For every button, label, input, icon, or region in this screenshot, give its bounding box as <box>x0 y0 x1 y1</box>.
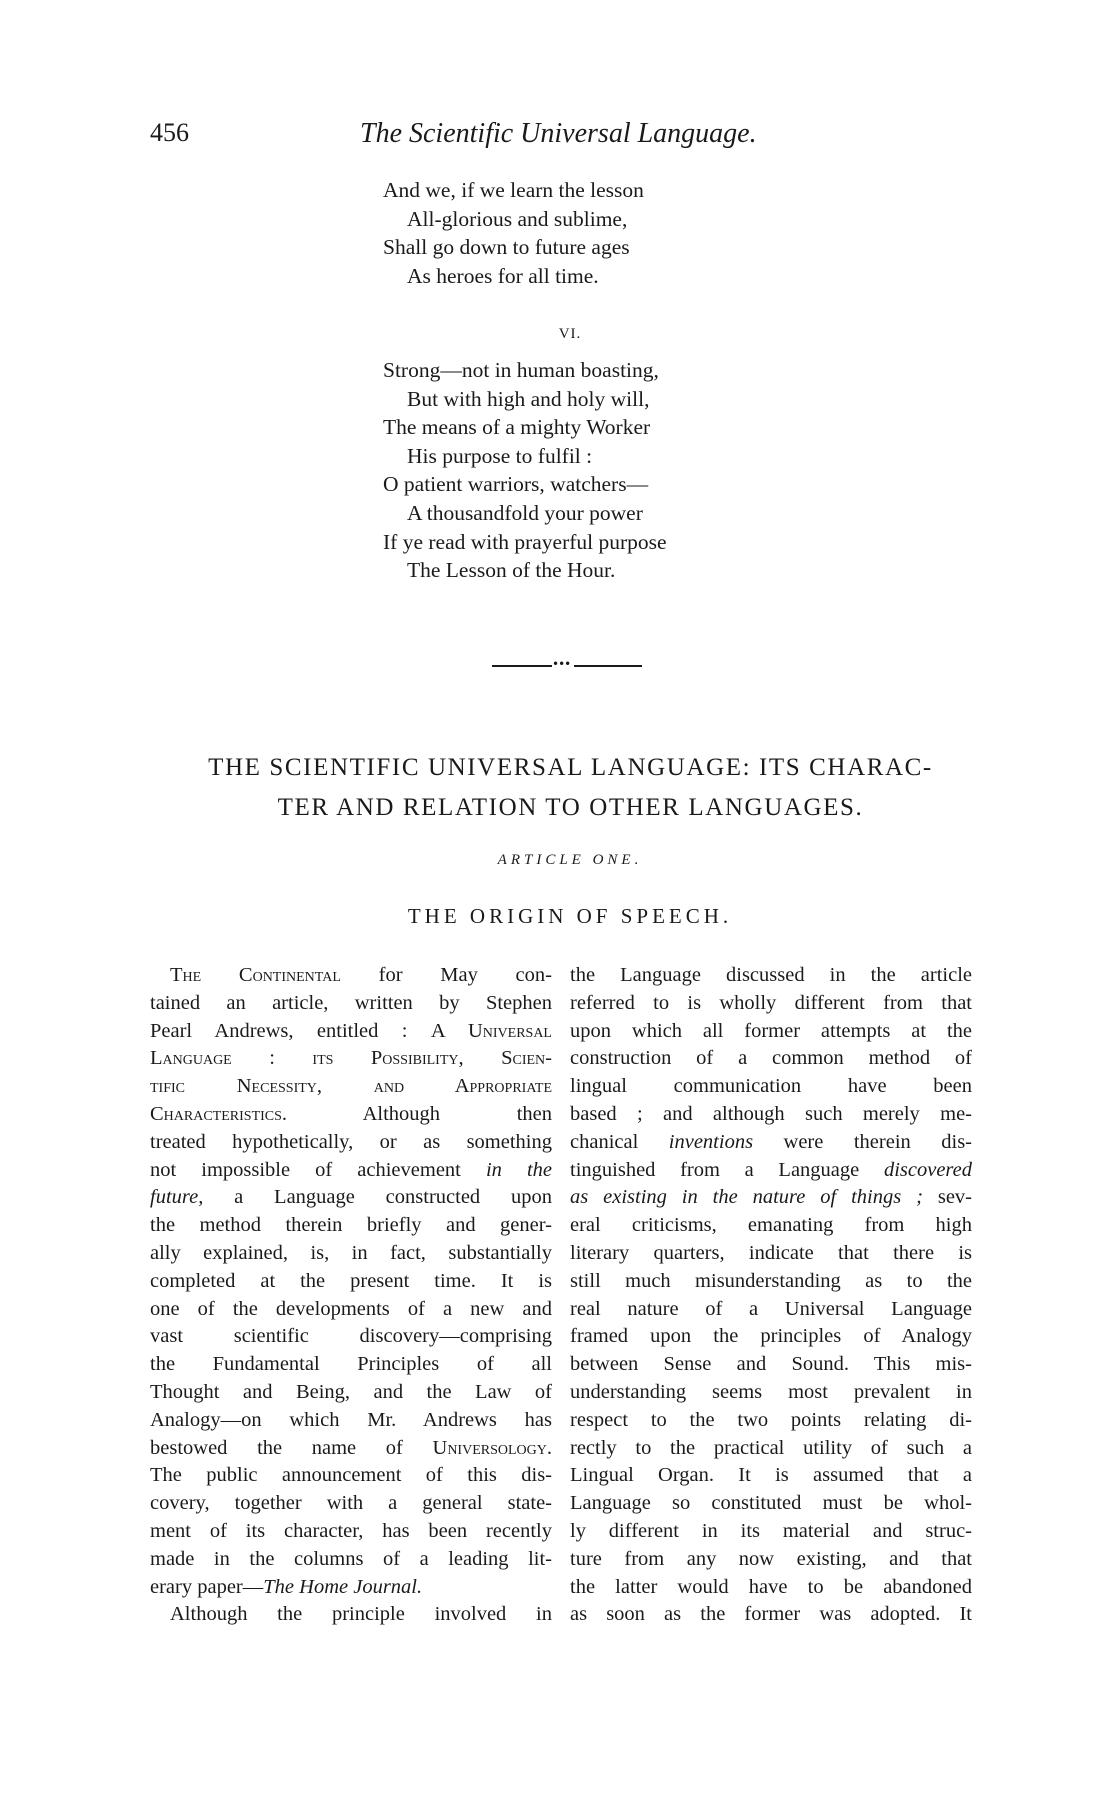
text-line: ally explained, is, in fact, substantially <box>150 1241 552 1264</box>
text-line: future, a Language constructed upon <box>150 1186 552 1209</box>
left-column <box>150 962 552 1629</box>
text-line: upon which all former attempts at the <box>570 1019 972 1042</box>
poem-line: A thousandfold your power <box>407 500 643 525</box>
text-line: framed upon the principles of Analogy <box>570 1325 972 1348</box>
text-line: lingual communication have been <box>570 1075 972 1098</box>
text-line: the method therein briefly and gener- <box>150 1214 552 1237</box>
text-line: ment of its character, has been recently <box>150 1519 552 1542</box>
divider-dots: ••• <box>552 657 571 671</box>
text-line: completed at the present time. It is <box>150 1269 552 1292</box>
text-line: Although the principle involved in <box>170 1603 552 1626</box>
text-line: Thought and Being, and the Law of <box>150 1380 552 1403</box>
text-line: literary quarters, indicate that there is <box>570 1241 972 1264</box>
text-line: ly different in its material and struc- <box>570 1519 972 1542</box>
text-line: as soon as the former was adopted. It <box>570 1603 972 1626</box>
page-header <box>150 118 990 158</box>
text-line: tinguished from a Language discovered <box>570 1158 972 1181</box>
poem-line: His purpose to fulfil : <box>407 443 593 468</box>
text-line: referred to is wholly different from that <box>570 991 972 1014</box>
text-line: tific Necessity, and Appropriate <box>150 1075 552 1098</box>
article-number: ARTICLE ONE. <box>497 852 643 868</box>
poem-line: All-glorious and sublime, <box>407 206 628 231</box>
article-title-line-1: THE SCIENTIFIC UNIVERSAL LANGUAGE: ITS CHARAC- <box>208 754 933 781</box>
text-line: Language : its Possibility, Scien- <box>150 1047 552 1070</box>
text-line: the Language discussed in the article <box>570 964 972 986</box>
poem-line: And we, if we learn the lesson <box>383 178 644 202</box>
section-divider-ornament <box>492 657 642 671</box>
text-line: The Continental for May con- <box>170 964 552 986</box>
text-line: respect to the two points relating di- <box>570 1408 972 1431</box>
text-line: Analogy—on which Mr. Andrews has <box>150 1408 552 1431</box>
page-number: 456 <box>150 118 189 147</box>
text-line: erary paper—The Home Journal. <box>150 1575 423 1598</box>
text-line: made in the columns of a leading lit- <box>150 1547 552 1570</box>
section-heading: THE ORIGIN OF SPEECH. <box>407 904 733 928</box>
text-line: not impossible of achievement in the <box>150 1158 552 1181</box>
text-line: the Fundamental Principles of all <box>150 1353 552 1376</box>
text-line: real nature of a Universal Language <box>570 1297 972 1320</box>
poem-stanza-top <box>383 176 644 290</box>
text-line: the latter would have to be abandoned <box>570 1575 972 1598</box>
poem-stanza-bottom <box>383 356 667 585</box>
text-line: covery, together with a general state- <box>150 1492 552 1515</box>
text-line: The public announcement of this dis- <box>150 1464 552 1487</box>
text-line: still much misunderstanding as to the <box>570 1269 972 1292</box>
poem-line: If ye read with prayerful purpose <box>383 529 667 554</box>
text-line: treated hypothetically, or as something <box>150 1130 552 1153</box>
text-line: bestowed the name of Universology. <box>150 1436 552 1459</box>
divider-rule-left <box>492 665 552 667</box>
poem-line: As heroes for all time. <box>407 263 599 288</box>
article-title <box>148 748 993 828</box>
text-line: understanding seems most prevalent in <box>570 1380 972 1403</box>
text-line: tained an article, written by Stephen <box>150 991 552 1014</box>
text-line: based ; and although such merely me- <box>570 1102 972 1125</box>
divider-rule-right <box>574 665 642 667</box>
text-line: ture from any now existing, and that <box>570 1547 972 1570</box>
article-title-line-2: TER AND RELATION TO OTHER LANGUAGES. <box>277 794 864 821</box>
poem-line: Strong—not in human boasting, <box>383 358 659 382</box>
text-line: Pearl Andrews, entitled : A Universal <box>150 1019 552 1042</box>
poem-line: O patient warriors, watchers— <box>383 472 649 497</box>
stanza-number: VI. <box>558 326 582 342</box>
text-line: vast scientific discovery—comprising <box>150 1325 552 1348</box>
poem-line: But with high and holy will, <box>407 386 650 411</box>
right-column <box>570 962 972 1629</box>
text-line: rectly to the practical utility of such a <box>570 1436 972 1459</box>
text-line: chanical inventions were therein dis- <box>570 1130 972 1153</box>
text-line: between Sense and Sound. This mis- <box>570 1353 972 1376</box>
text-line: eral criticisms, emanating from high <box>570 1214 972 1237</box>
text-line: Lingual Organ. It is assumed that a <box>570 1464 972 1487</box>
text-line: Language so constituted must be whol- <box>570 1492 972 1515</box>
text-line: Characteristics. Although then <box>150 1102 552 1125</box>
text-line: construction of a common method of <box>570 1047 972 1070</box>
poem-line: The Lesson of the Hour. <box>407 558 616 583</box>
text-line: as existing in the nature of things ; sev- <box>570 1186 972 1209</box>
running-title: The Scientific Universal Language. <box>360 118 757 149</box>
text-line: one of the developments of a new and <box>150 1297 552 1320</box>
poem-line: Shall go down to future ages <box>383 235 630 260</box>
poem-line: The means of a mighty Worker <box>383 415 651 440</box>
